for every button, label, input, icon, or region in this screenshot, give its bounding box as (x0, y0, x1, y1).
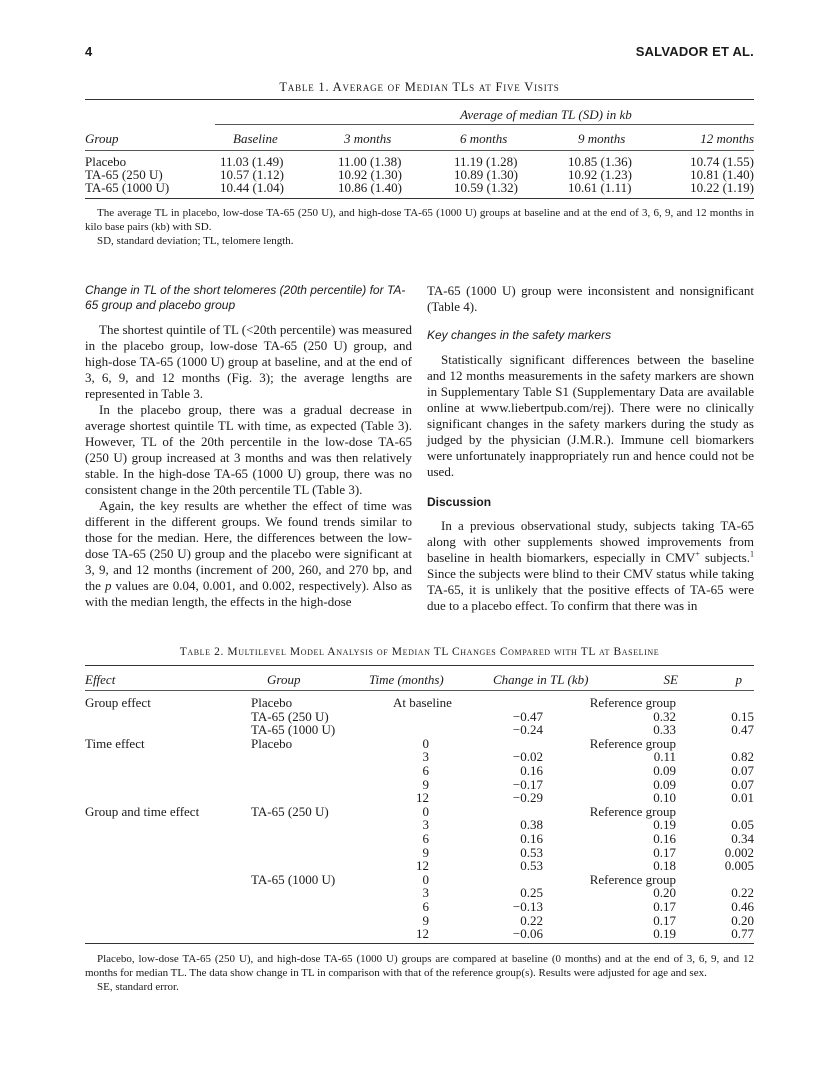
table-cell: Group and time effect (85, 803, 200, 819)
text-run-italic: p (104, 578, 112, 593)
table-cell: 0.10 (653, 790, 676, 806)
table-cell: 10.86 (1.40) (338, 180, 402, 195)
table-cell: 0.17 (653, 912, 676, 928)
table2-col-se: SE (663, 671, 678, 687)
text-run: Again, the key results are whether the effect of time was different in the different groups. We found trends similar to those for the median. Here, the differences between the low-dose TA-65 (250 U) group and the placebo were significant at 3, 9, and 12 months (increment of 200, 260, and 270 bp, and the (85, 498, 412, 593)
table-cell: 0.005 (724, 858, 754, 874)
table-cell: 6 (422, 831, 429, 846)
table2-bottom-rule (85, 943, 754, 944)
table-cell: 3 (422, 885, 429, 901)
table-cell: 0.82 (731, 749, 754, 765)
table-cell: Reference group (589, 735, 676, 751)
table-cell: Reference group (589, 803, 676, 819)
running-head: SALVADOR ET AL. (635, 44, 754, 59)
table-cell: 0.11 (653, 749, 676, 765)
table-cell: Time effect (85, 735, 145, 751)
table1-header-row (85, 130, 754, 147)
table-cell: 0.09 (653, 763, 676, 778)
table-cell: 0.01 (731, 790, 754, 806)
table-cell: −0.47 (512, 708, 543, 724)
table-cell: Placebo (85, 154, 127, 169)
table-row (85, 832, 754, 846)
table-cell: 0.20 (653, 885, 676, 901)
table-cell: 11.03 (1.49) (220, 154, 284, 169)
table1 (85, 130, 754, 147)
table1-col-group: Group (85, 131, 119, 146)
text-run: values are 0.04, 0.001, and 0.002, respectively). Also as with the median length, the effects in the high-dose (85, 578, 412, 609)
table2-col-group: Group (267, 671, 301, 687)
table2-col-p: p (735, 671, 742, 687)
table1-col-12months: 12 months (700, 131, 754, 146)
text-run: In a previous observational study, subjects taking TA-65 along with other supplements showed improvements from baseline in health biomarkers, especially in CMV (427, 518, 754, 565)
table-cell: 12 (416, 926, 429, 942)
table-cell: Reference group (589, 871, 676, 887)
table-cell: 0.15 (731, 708, 754, 724)
table2-header-row (85, 671, 754, 687)
table-cell: −0.29 (512, 790, 543, 806)
table-cell: −0.24 (512, 722, 543, 738)
table1-body (85, 155, 754, 194)
table2-header-rule (85, 690, 754, 691)
text-run: subjects. (699, 550, 750, 565)
table-cell: TA-65 (1000 U) (251, 871, 336, 887)
text-run: Since the subjects were blind to their CMV status while taking TA-65, it is unlikely that the positive effects of TA-65 were due to a placebo effect. To confirm that there was in (427, 566, 754, 613)
table1-note-1: The average TL in placebo, low-dose TA-65 (250 U), and high-dose TA-65 (1000 U) groups at baseline and at the end of 3, 6, 9, and 12 months in kilo base pairs (kb) with SD. (85, 207, 754, 233)
table-cell: Placebo (251, 695, 293, 710)
table1-note-2: SD, standard deviation; TL, telomere length. (97, 235, 294, 247)
table-cell: 9 (422, 912, 429, 928)
table-cell: 0.07 (731, 776, 754, 792)
table-cell: 0.38 (520, 817, 543, 833)
table-cell: 12 (416, 790, 429, 806)
table-cell: 0.53 (520, 858, 543, 874)
table-cell: 0.002 (724, 844, 754, 860)
table-cell: −0.13 (512, 899, 543, 914)
table-cell: 0.22 (731, 885, 754, 901)
table-cell: 10.74 (1.55) (690, 154, 754, 169)
table-cell: 10.92 (1.23) (568, 167, 632, 182)
table-cell: 0.19 (653, 926, 676, 942)
left-column (85, 283, 412, 610)
table-cell: 9 (422, 776, 429, 792)
table2-col-effect: Effect (85, 671, 116, 687)
table2-col-time: Time (months) (369, 671, 444, 687)
table-row (85, 927, 754, 941)
table-row (85, 764, 754, 778)
table1-footnote (85, 206, 754, 248)
paragraph: In the placebo group, there was a gradual decrease in average shortest quintile TL with time, as expected (Table 3). However, TL of the 20th percentile in the low-dose TA-65 (250 U) group increased at 3 months and was then relatively stable. In the high-dose TA-65 (1000 U) group, there was no consistent change in the 20th percentile TL (Table 3). (85, 402, 412, 497)
table-cell: 0.46 (731, 899, 754, 914)
superscript: + (695, 549, 700, 559)
section-heading: Discussion (427, 495, 492, 509)
table-cell: 11.00 (1.38) (338, 154, 402, 169)
table-cell: TA-65 (250 U) (85, 167, 163, 182)
table-cell: −0.02 (512, 749, 543, 765)
table2-note-2: SE, standard error. (97, 981, 179, 993)
table-cell: At baseline (393, 695, 452, 710)
table1-caption: Table 1. Average of Median TLs at Five Visits (279, 80, 560, 94)
table-cell: 10.92 (1.30) (338, 167, 402, 182)
page-number: 4 (85, 44, 93, 59)
table1-col-3months: 3 months (344, 131, 392, 146)
table2-note-1: Placebo, low-dose TA-65 (250 U), and high-dose TA-65 (1000 U) groups are compared at baseline (0 months) and at the end of 3, 6, 9, and 12 months for median TL. The data show change in TL in comparison with that of the reference group(s). Results were adjusted for age and sex. (85, 953, 754, 979)
table-cell: 3 (422, 749, 429, 765)
table-cell: Group effect (85, 695, 151, 710)
right-column (427, 283, 754, 614)
table-row (85, 155, 754, 168)
table-cell: 0.16 (520, 831, 543, 846)
table-cell: 0.07 (731, 763, 754, 778)
table-cell: 0.17 (653, 844, 676, 860)
table-cell: 10.44 (1.04) (220, 180, 284, 195)
table-cell: 0.33 (653, 722, 676, 738)
table-cell: 0.16 (653, 831, 676, 846)
paragraph (427, 518, 754, 614)
table-cell: 10.59 (1.32) (454, 180, 518, 195)
table2-col-change: Change in TL (kb) (493, 671, 589, 687)
table-cell: 12 (416, 858, 429, 874)
table2-top-rule (85, 665, 754, 666)
table-row (85, 168, 754, 181)
citation-superscript: 1 (750, 549, 754, 559)
paragraph: The shortest quintile of TL (<20th percentile) was measured in the placebo group, low-dose TA-65 (250 U) group, and high-dose TA-65 (1000 U) group at baseline, and at the end of 3, 6, 9, and 12 months (Fig. 3); the average lengths are represented in Table 3. (85, 322, 412, 401)
table-cell: 0 (422, 803, 429, 819)
section-subheading: Change in TL of the short telomeres (20th percentile) for TA-65 group and placebo group (85, 283, 406, 312)
table1-col-baseline: Baseline (233, 131, 278, 146)
table1-header-rule (85, 150, 754, 151)
table1-col-9months: 9 months (578, 131, 626, 146)
table-cell: 6 (422, 763, 429, 778)
table-cell: 0.47 (731, 722, 754, 738)
table-cell: −0.17 (512, 776, 543, 792)
table1-top-rule (85, 99, 754, 100)
table-cell: 0.05 (731, 817, 754, 833)
table-cell: 0.53 (520, 844, 543, 860)
table1-spanner: Average of median TL (SD) in kb (460, 107, 632, 122)
table-cell: 10.81 (1.40) (690, 167, 754, 182)
table-cell: 0 (422, 871, 429, 887)
table1-col-6months: 6 months (460, 131, 508, 146)
table-cell: 0.20 (731, 912, 754, 928)
table-cell: 10.89 (1.30) (454, 167, 518, 182)
table-cell: 10.85 (1.36) (568, 154, 632, 169)
section-subheading: Key changes in the safety markers (427, 328, 612, 342)
table-cell: 10.22 (1.19) (690, 180, 754, 195)
table-cell: 10.61 (1.11) (568, 180, 632, 195)
table-cell: −0.06 (512, 926, 543, 942)
table-row (85, 181, 754, 194)
table-cell: 11.19 (1.28) (454, 154, 518, 169)
table-cell: 0.32 (653, 708, 676, 724)
table2 (85, 671, 754, 687)
paragraph (85, 498, 412, 610)
table-cell: TA-65 (250 U) (251, 803, 329, 819)
table-cell: TA-65 (250 U) (251, 708, 329, 724)
table-cell: 0.18 (653, 858, 676, 874)
table-cell: 9 (422, 844, 429, 860)
table-cell: 0.17 (653, 899, 676, 914)
table-cell: 0 (422, 735, 429, 751)
table-cell: 0.09 (653, 776, 676, 792)
table-cell: TA-65 (1000 U) (85, 180, 170, 195)
paragraph: Statistically significant differences between the baseline and 12 months measurements in the safety markers are shown in Supplementary Table S1 (Supplementary Data are available online at www.liebertpub.com/rej). There were no clinically significant changes in the safety markers during the study as judged by the physician (J.M.R.). Immune cell biomarkers were unfortunately inappropriately run and hence could not be used. (427, 352, 754, 479)
table-cell: Reference group (589, 695, 676, 710)
table2-footnote (85, 952, 754, 994)
paragraph: TA-65 (1000 U) group were inconsistent and nonsignificant (Table 4). (427, 283, 754, 314)
table1-bottom-rule (85, 198, 754, 199)
table-cell: 6 (422, 899, 429, 914)
table2-caption: Table 2. Multilevel Model Analysis of Median TL Changes Compared with TL at Baseline (179, 646, 660, 658)
table-cell: 0.34 (731, 831, 754, 846)
table-cell: 0.19 (653, 817, 676, 833)
table-cell: Placebo (251, 735, 293, 751)
table-cell: 0.22 (520, 912, 543, 928)
table-cell: 0.25 (520, 885, 543, 901)
table-row (85, 900, 754, 914)
table-cell: 0.16 (520, 763, 543, 778)
table-cell: TA-65 (1000 U) (251, 722, 336, 738)
table-cell: 3 (422, 817, 429, 833)
table-cell: 0.77 (731, 926, 754, 942)
table-cell: 10.57 (1.12) (220, 167, 284, 182)
table1-spanner-rule (215, 124, 754, 125)
table-row (85, 696, 754, 710)
